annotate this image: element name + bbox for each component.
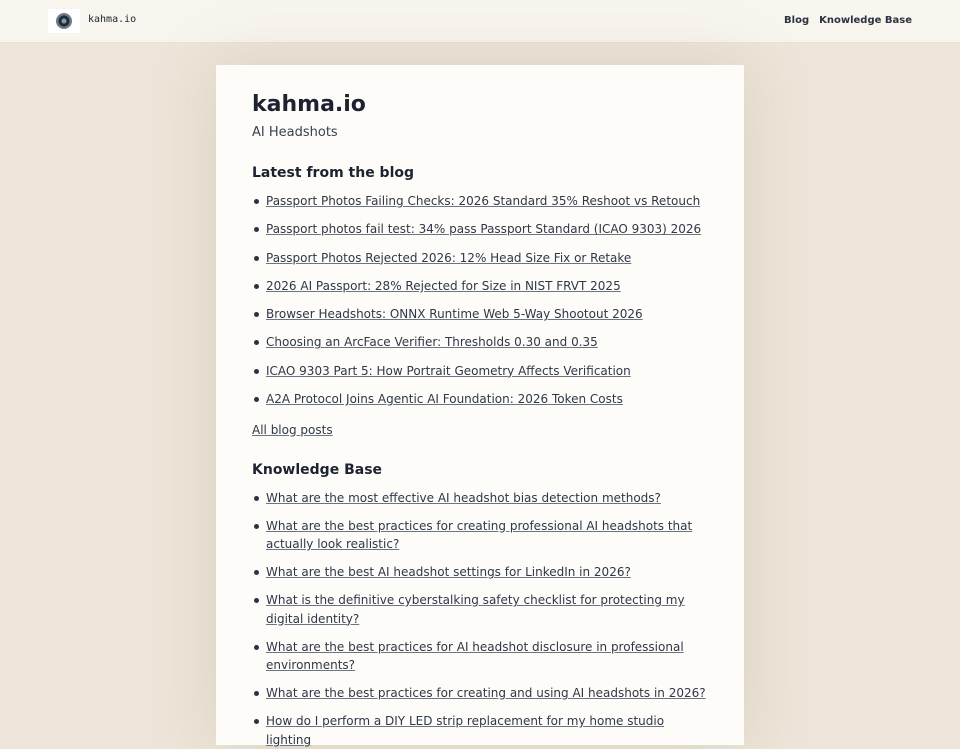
list-item [252,684,708,703]
knowledge-base-heading: Knowledge Base [252,461,383,478]
list-item [252,249,708,268]
nav-blog-link[interactable]: Blog [784,15,810,26]
kb-article-link[interactable]: What are the best practices for creating professional AI headshots that actually look realistic? [266,518,693,552]
list-item [252,638,708,675]
page-title: kahma.io [252,92,366,117]
all-blog-posts-link[interactable]: All blog posts [252,422,333,437]
blog-post-list [252,192,708,409]
blog-post-link[interactable]: Passport Photos Failing Checks: 2026 Standard 35% Reshoot vs Retouch [266,194,701,208]
nav-knowledge-base-link[interactable]: Knowledge Base [819,15,912,26]
top-bar [0,0,960,43]
list-item [252,489,708,508]
list-item [252,305,708,324]
blog-post-link[interactable]: 2026 AI Passport: 28% Rejected for Size in NIST FRVT 2025 [266,278,621,293]
blog-post-link[interactable]: ICAO 9303 Part 5: How Portrait Geometry Affects Verification [266,363,631,378]
list-item [252,362,708,381]
top-nav [784,15,912,26]
logo-icon [56,13,72,29]
kb-article-link[interactable]: How do I perform a DIY LED strip replacement for my home studio lighting [266,714,665,747]
brand-name[interactable]: kahma.io [88,14,137,25]
kb-article-link[interactable]: What are the best practices for creating and using AI headshots in 2026? [266,686,706,701]
blog-post-link[interactable]: Passport photos fail test: 34% pass Passport Standard (ICAO 9303) 2026 [266,222,702,237]
blog-post-link[interactable]: Passport Photos Rejected 2026: 12% Head Size Fix or Retake [266,250,632,265]
list-item [252,192,708,211]
page-subtitle: AI Headshots [252,125,338,140]
list-item [252,712,708,749]
list-item [252,333,708,352]
kb-article-link[interactable]: What are the most effective AI headshot bias detection methods? [266,490,661,505]
list-item [252,220,708,239]
blog-post-link[interactable]: A2A Protocol Joins Agentic AI Foundation: 2026 Token Costs [266,392,623,407]
blog-post-link[interactable]: Browser Headshots: ONNX Runtime Web 5-Way Shootout 2026 [266,307,643,322]
logo[interactable] [48,9,80,33]
kb-article-link[interactable]: What are the best practices for AI headshot disclosure in professional environments? [266,639,684,673]
list-item [252,277,708,296]
blog-heading: Latest from the blog [252,165,415,181]
knowledge-base-list [252,489,708,749]
content-card [216,65,744,745]
blog-post-link[interactable]: Choosing an ArcFace Verifier: Thresholds 0.30 and 0.35 [266,335,598,350]
kb-article-link[interactable]: What are the best AI headshot settings for LinkedIn in 2026? [266,565,631,580]
list-item [252,517,708,554]
list-item [252,390,708,409]
kb-article-link[interactable]: What is the definitive cyberstalking safety checklist for protecting my digital identity? [266,593,685,626]
list-item [252,591,708,628]
list-item [252,563,708,582]
